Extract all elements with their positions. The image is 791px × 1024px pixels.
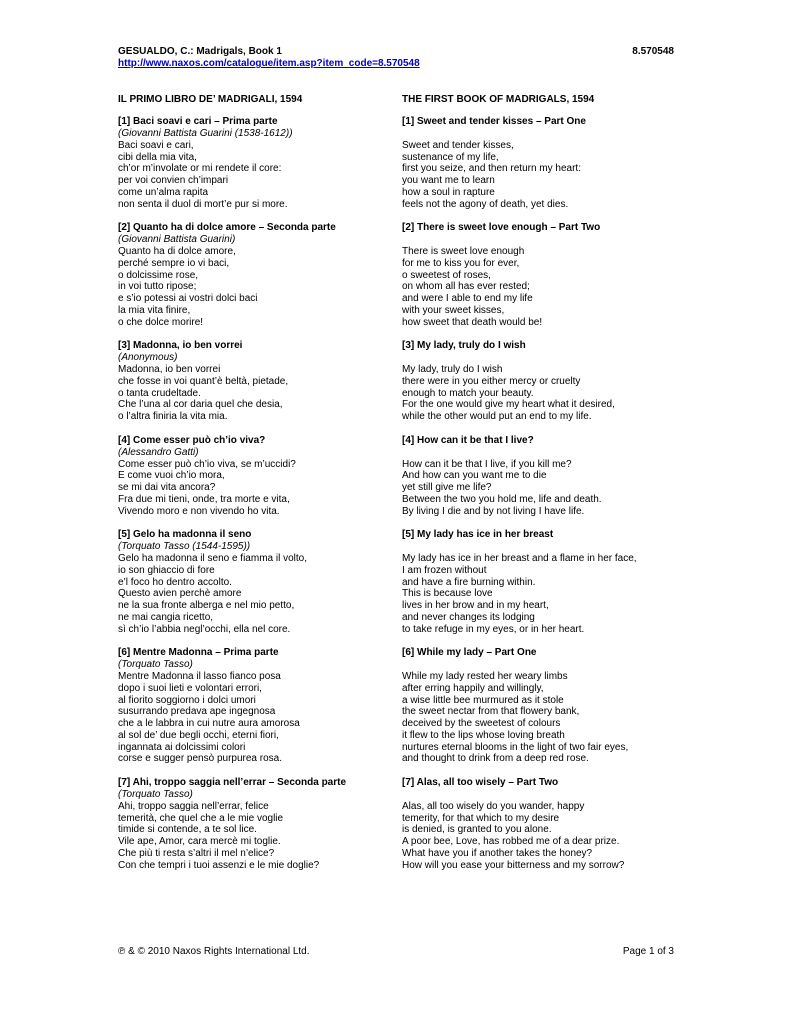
poem-title: [2] There is sweet love enough – Part Two bbox=[402, 222, 601, 234]
italian-book-title: IL PRIMO LIBRO DE’ MADRIGALI, 1594 bbox=[118, 94, 303, 105]
verse-line: come un’alma rapita bbox=[118, 186, 209, 198]
poem-section bbox=[402, 340, 677, 423]
verse-line: io son ghiaccio di fore bbox=[118, 564, 215, 576]
verse-line: first you seize, and then return my heart: bbox=[402, 163, 581, 175]
catalogue-link[interactable]: http://www.naxos.com/catalogue/item.asp?item_code=8.570548 bbox=[118, 58, 420, 69]
verse-line: enough to match your beauty. bbox=[402, 387, 534, 399]
poem-author: (Giovanni Battista Guarini (1538-1612)) bbox=[118, 128, 293, 139]
verse-line: after erring happily and willingly, bbox=[402, 682, 544, 694]
italian-sections bbox=[118, 116, 388, 871]
verse-line: nurtures eternal blooms in the light of two fair eyes, bbox=[402, 741, 629, 753]
author-spacer bbox=[402, 352, 677, 364]
verse-line: you want me to learn bbox=[402, 175, 495, 186]
verse-line: al sol de’ due begli occhi, eterni fiori, bbox=[118, 729, 279, 741]
author-spacer bbox=[402, 128, 677, 140]
verse-line: Vile ape, Amor, cara mercè mi toglie. bbox=[118, 836, 281, 847]
poem-title: [6] While my lady – Part One bbox=[402, 647, 537, 659]
verse-line: ch’or m’involate or mi rendete il core: bbox=[118, 163, 282, 175]
verse-line: o che dolce morire! bbox=[118, 316, 204, 328]
author-spacer bbox=[402, 541, 677, 553]
poem-author: (Torquato Tasso (1544-1595)) bbox=[118, 541, 251, 553]
poem-author: (Alessandro Gatti) bbox=[118, 446, 199, 458]
verse-line: Gelo ha madonna il seno e fiamma il volto, bbox=[118, 553, 307, 564]
verse-line: ingannata ai dolcissimi colori bbox=[118, 741, 246, 753]
verse-line: Quanto ha di dolce amore, bbox=[118, 246, 236, 257]
poem-title: [7] Ahi, troppo saggia nell’errar – Seconda parte bbox=[118, 777, 347, 788]
verse-line: temerità, che quel che a le mie voglie bbox=[118, 812, 284, 824]
italian-column bbox=[118, 94, 388, 883]
poem-title: [4] How can it be that I live? bbox=[402, 434, 534, 446]
verse-line: My lady has ice in her breast and a flame in her face, bbox=[402, 553, 637, 564]
verse-line: cibi della mia vita, bbox=[118, 151, 197, 163]
verse-line: temerity, for that which to my desire bbox=[402, 812, 560, 824]
verse-line: how a soul in rapture bbox=[402, 186, 495, 198]
verse-line: sustenance of my life, bbox=[402, 151, 499, 163]
english-column bbox=[402, 94, 677, 883]
verse-line: For the one would give my heart what it desired, bbox=[402, 399, 615, 411]
document-title: GESUALDO, C.: Madrigals, Book 1 bbox=[118, 46, 282, 57]
verse-line: and were I able to end my life bbox=[402, 293, 533, 304]
author-spacer bbox=[402, 447, 677, 459]
verse-line: on whom all has ever rested; bbox=[402, 281, 530, 293]
poem-title: [2] Quanto ha di dolce amore – Seconda parte bbox=[118, 222, 336, 234]
verse-line: Questo avien perchè amore bbox=[118, 588, 242, 600]
author-spacer bbox=[402, 659, 677, 671]
poem-section bbox=[402, 529, 677, 635]
english-sections bbox=[402, 116, 677, 871]
verse-line: o l’altra finiria la vita mia. bbox=[118, 411, 228, 422]
english-book-title: THE FIRST BOOK OF MADRIGALS, 1594 bbox=[402, 94, 595, 105]
verse-line: to take refuge in my eyes, or in her heart. bbox=[402, 623, 585, 635]
verse-line: By living I die and by not living I have life. bbox=[402, 505, 585, 517]
verse-line: and thought to drink from a deep red rose. bbox=[402, 753, 589, 765]
verse-line: o tanta crudeltade. bbox=[118, 387, 201, 399]
poem-author: (Anonymous) bbox=[118, 352, 178, 364]
verse-line: My lady, truly do I wish bbox=[402, 364, 503, 375]
verse-line: Alas, all too wisely do you wander, happy bbox=[402, 800, 585, 812]
author-spacer bbox=[402, 789, 677, 801]
verse-line: the sweet nectar from that flowery bank, bbox=[402, 706, 580, 718]
verse-line: This is because love bbox=[402, 588, 493, 600]
verse-line: se mi dai vita ancora? bbox=[118, 482, 216, 493]
verse-line: Con che tempri i tuoi assenzi e le mie doglie? bbox=[118, 859, 320, 871]
verse-line: Mentre Madonna il lasso fianco posa bbox=[118, 671, 281, 682]
verse-line: deceived by the sweetest of colours bbox=[402, 718, 561, 729]
verse-line: e’l foco ho dentro accolto. bbox=[118, 576, 232, 588]
poem-section bbox=[118, 340, 388, 423]
verse-line: che a le labbra in cui nutre aura amorosa bbox=[118, 718, 300, 729]
poem-title: [7] Alas, all too wisely – Part Two bbox=[402, 777, 559, 788]
poem-section bbox=[118, 529, 388, 635]
verse-line: ne mai cangia ricetto, bbox=[118, 611, 214, 623]
poem-author: (Giovanni Battista Guarini) bbox=[118, 234, 236, 246]
verse-line: There is sweet love enough bbox=[402, 246, 525, 257]
verse-line: Fra due mi tieni, onde, tra morte e vita, bbox=[118, 493, 290, 505]
verse-line: che fosse in voi quant’è beltà, pietade, bbox=[118, 375, 289, 387]
verse-line: while the other would put an end to my life. bbox=[402, 411, 592, 422]
poem-title: [3] Madonna, io ben vorrei bbox=[118, 340, 243, 352]
verse-line: al fiorito soggiorno i dolci umori bbox=[118, 694, 256, 706]
poem-section bbox=[118, 777, 388, 871]
verse-line: Between the two you hold me, life and death. bbox=[402, 493, 602, 505]
poem-title: [1] Baci soavi e cari – Prima parte bbox=[118, 116, 278, 127]
verse-line: in voi tutto ripose; bbox=[118, 281, 197, 293]
poem-title: [6] Mentre Madonna – Prima parte bbox=[118, 647, 279, 659]
verse-line: e s’io potessi ai vostri dolci baci bbox=[118, 293, 258, 304]
verse-line: A poor bee, Love, has robbed me of a dear prize. bbox=[402, 836, 620, 847]
poem-section bbox=[402, 435, 677, 518]
poem-section bbox=[118, 222, 388, 328]
poem-section bbox=[118, 647, 388, 765]
poem-section bbox=[118, 116, 388, 210]
verse-line: sì ch’io l’abbia negl’occhi, ella nel core. bbox=[118, 623, 291, 635]
verse-line: ne la sua fronte alberga e nel mio petto, bbox=[118, 600, 295, 611]
poem-title: [3] My lady, truly do I wish bbox=[402, 340, 526, 352]
verse-line: While my lady rested her weary limbs bbox=[402, 671, 568, 682]
verse-line: And how can you want me to die bbox=[402, 470, 547, 482]
verse-line: is denied, is granted to you alone. bbox=[402, 824, 552, 836]
verse-line: for me to kiss you for ever, bbox=[402, 257, 520, 269]
verse-line: Sweet and tender kisses, bbox=[402, 139, 514, 151]
verse-line: Vivendo moro e non vivendo ho vita. bbox=[118, 505, 280, 517]
verse-line: a wise little bee murmured as it stole bbox=[402, 694, 564, 706]
verse-line: Che l’una al cor daria quel che desia, bbox=[118, 399, 283, 411]
verse-line: dopo i suoi lieti e volontari errori, bbox=[118, 682, 262, 694]
verse-line: yet still give me life? bbox=[402, 482, 492, 493]
verse-line: Baci soavi e cari, bbox=[118, 139, 194, 151]
verse-line: o dolcissime rose, bbox=[118, 269, 199, 281]
page-footer bbox=[118, 946, 674, 958]
verse-line: Madonna, io ben vorrei bbox=[118, 364, 221, 375]
verse-line: it flew to the lips whose loving breath bbox=[402, 729, 565, 741]
poem-section bbox=[118, 435, 388, 518]
poem-title: [5] My lady has ice in her breast bbox=[402, 529, 554, 541]
verse-line: Come esser può ch’io viva, se m’uccidi? bbox=[118, 458, 296, 470]
verse-line: per voi convien ch’impari bbox=[118, 175, 229, 186]
verse-line: How will you ease your bitterness and my sorrow? bbox=[402, 859, 625, 871]
poem-author: (Torquato Tasso) bbox=[118, 659, 193, 671]
poem-author: (Torquato Tasso) bbox=[118, 789, 193, 800]
poem-section bbox=[402, 647, 677, 765]
verse-line: feels not the agony of death, yet dies. bbox=[402, 198, 569, 210]
verse-line: la mia vita finire, bbox=[118, 304, 191, 316]
verse-line: E come vuoi ch’io mora, bbox=[118, 470, 225, 482]
author-spacer bbox=[402, 234, 677, 246]
catalogue-number: 8.570548 bbox=[632, 46, 674, 57]
verse-line: How can it be that I live, if you kill me? bbox=[402, 458, 572, 470]
copyright-notice: ℗ & © 2010 Naxos Rights International Ltd. bbox=[118, 946, 310, 957]
page-header bbox=[118, 46, 674, 70]
poem-section bbox=[402, 116, 677, 210]
verse-line: Che più ti resta s’altri il mel n’elice? bbox=[118, 847, 275, 859]
page-number: Page 1 of 3 bbox=[622, 946, 674, 957]
header-row bbox=[118, 46, 674, 58]
poem-title: [1] Sweet and tender kisses – Part One bbox=[402, 116, 586, 127]
verse-line: lives in her brow and in my heart, bbox=[402, 600, 549, 611]
verse-line: non senta il duol di mort’e pur si more. bbox=[118, 198, 288, 210]
verse-line: with your sweet kisses, bbox=[402, 304, 505, 316]
verse-line: and have a fire burning within. bbox=[402, 576, 536, 588]
verse-line: o sweetest of roses, bbox=[402, 269, 491, 281]
poem-title: [4] Come esser può ch’io viva? bbox=[118, 434, 266, 446]
verse-line: how sweet that death would be! bbox=[402, 316, 543, 328]
verse-line: What have you if another takes the honey? bbox=[402, 847, 593, 859]
poem-title: [5] Gelo ha madonna il seno bbox=[118, 529, 252, 541]
verse-line: and never changes its lodging bbox=[402, 611, 535, 623]
verse-line: there were in you either mercy or cruelty bbox=[402, 375, 581, 387]
poem-section bbox=[402, 777, 677, 871]
verse-line: timide si contende, a te sol lice. bbox=[118, 824, 257, 836]
verse-line: corse e sugger pensò purpurea rosa. bbox=[118, 753, 282, 765]
verse-line: I am frozen without bbox=[402, 564, 487, 576]
verse-line: Ahi, troppo saggia nell’errar, felice bbox=[118, 800, 269, 812]
poem-section bbox=[402, 222, 677, 328]
verse-line: susurrando predava ape ingegnosa bbox=[118, 706, 276, 718]
verse-line: perché sempre io vi baci, bbox=[118, 257, 230, 269]
